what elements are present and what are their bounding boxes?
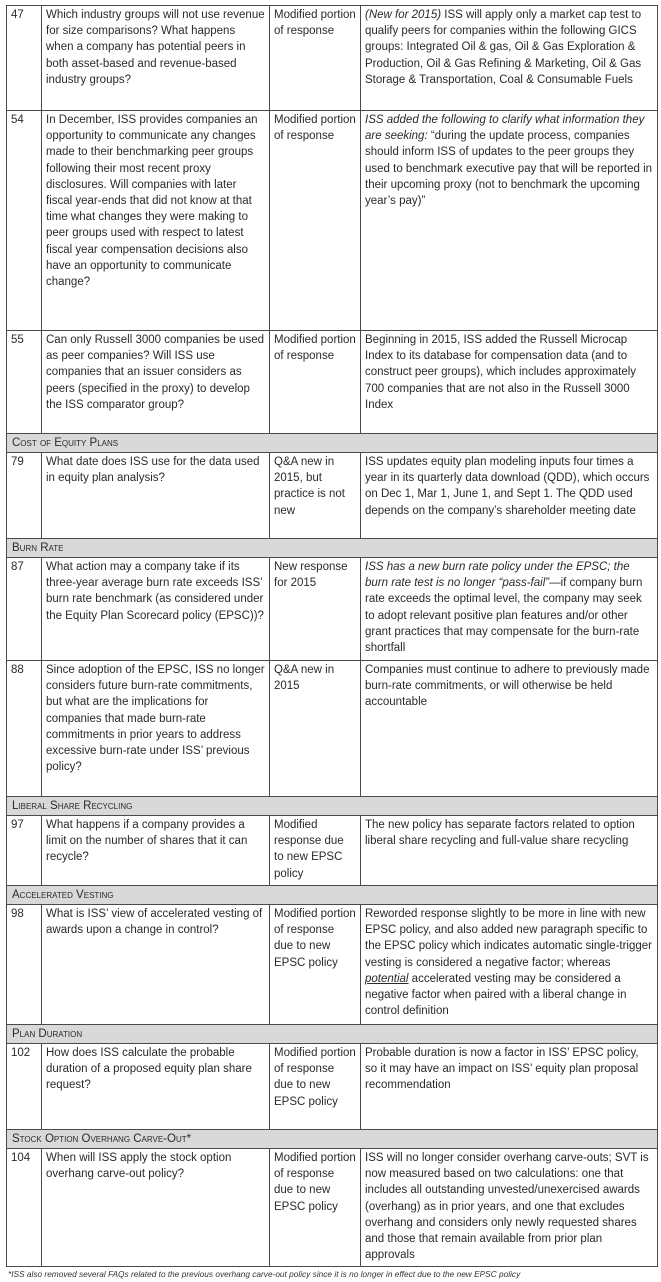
footnote: *ISS also removed several FAQs related to the previous overhang carve-out policy since it is no longer in effect due to the new EPSC policy [8,1269,521,1280]
faq-question: What action may a company take if its three-year average burn rate exceeds ISS’ burn rate benchmark (as considered under the Equity Plan Scorecard policy (EPSC))? [42,558,270,661]
faq-change-description [361,816,658,886]
faq-question: Can only Russell 3000 companies be used as peer companies? Will ISS use companies that an issuer considers as peers (specified in the proxy) to develop the ISS comparator group? [42,331,270,434]
section-header-row [7,434,658,453]
description-text: “during the update process, companies should inform ISS of updates to the peer groups they used to benchmark executive pay that will be reported in their upcoming proxy (not to benchmark the upcoming year’s pay)” [365,130,653,208]
description-text: Companies must continue to adhere to previously made burn-rate commitments, or will otherwise be held accountable [365,664,650,709]
faq-change-description [361,661,658,797]
faq-row [7,905,658,1025]
faq-number: 98 [7,905,42,1025]
faq-question: In December, ISS provides companies an opportunity to communicate any changes made to their benchmarking peer groups following their most recent proxy disclosures. Will companies with later fiscal year-ends that did not know at that time what changes they were making to peer groups used with respect to latest fiscal year compensation decisions also have an opportunity to communicate change? [42,111,270,331]
faq-number: 97 [7,816,42,886]
faq-row [7,1149,658,1267]
description-emphasis: (New for 2015) [365,9,442,21]
faq-question: Which industry groups will not use revenue for size comparisons? What happens when a company has potential peers in both asset-based and revenue-based industry groups? [42,6,270,111]
description-text: ISS updates equity plan modeling inputs four times a year in its quarterly data download (QDD), which occurs on Dec 1, Mar 1, June 1, and Sept 1. The QDD used depends on the company’s shareholder meeting date [365,456,650,517]
faq-change-description [361,558,658,661]
description-text: Reworded response slightly to be more in line with new EPSC policy, and also added new paragraph specific to the EPSC policy which indicates automatic single-trigger vesting is considered a negative factor; whereas [365,908,652,969]
faq-question: What happens if a company provides a limit on the number of shares that it can recycle? [42,816,270,886]
faq-row [7,661,658,797]
faq-changes-table [6,5,658,1267]
faq-change-status: Modified portion of response [270,6,361,111]
faq-question: What date does ISS use for the data used in equity plan analysis? [42,453,270,539]
section-title: Liberal Share Recycling [7,797,658,816]
faq-change-status: Modified portion of response due to new EPSC policy [270,905,361,1025]
faq-changes-document [6,5,657,1280]
section-title: Plan Duration [7,1025,658,1044]
faq-change-description [361,905,658,1025]
faq-change-status: Modified response due to new EPSC policy [270,816,361,886]
faq-change-description [361,6,658,111]
faq-change-status: Modified portion of response due to new EPSC policy [270,1149,361,1267]
faq-question: When will ISS apply the stock option overhang carve-out policy? [42,1149,270,1267]
faq-change-status: Modified portion of response [270,331,361,434]
faq-change-status: Q&A new in 2015, but practice is not new [270,453,361,539]
faq-change-status: New response for 2015 [270,558,361,661]
section-header-row [7,886,658,905]
faq-question: How does ISS calculate the probable duration of a proposed equity plan share request? [42,1044,270,1130]
description-text: —if company burn rate exceeds the optimal level, the company may seek to adopt relevant positive plan features and/or other grant practices that may compensate for the burn-rate shortfall [365,577,643,655]
faq-number: 102 [7,1044,42,1130]
faq-row [7,331,658,434]
description-text: ISS will apply only a market cap test to qualify peers for companies within the following GICS groups: Integrated Oil & gas, Oil & Gas Exploration & Production, Oil & Gas Refining & Marketing, Oil & Gas Storage & Transportation, Coal & Consumable Fuels [365,9,642,86]
faq-row [7,1044,658,1130]
description-text: Probable duration is now a factor in ISS’ EPSC policy, so it may have an impact on ISS’ equity plan proposal recommendation [365,1047,639,1092]
faq-change-status: Q&A new in 2015 [270,661,361,797]
faq-question: Since adoption of the EPSC, ISS no longer considers future burn-rate commitments, but what are the implications for companies that made burn-rate commitments in prior years to address excessive burn-rate under ISS’ previous policy? [42,661,270,797]
faq-row [7,816,658,886]
description-emphasis: ISS added the following to clarify what information they are seeking: [365,114,645,143]
faq-number: 54 [7,111,42,331]
description-text: The new policy has separate factors related to option liberal share recycling and full-value share recycling [365,819,635,848]
description-underlined-word: potential [365,972,409,985]
section-title: Burn Rate [7,539,658,558]
faq-row [7,111,658,331]
faq-change-description [361,1149,658,1267]
faq-row [7,453,658,539]
description-text: accelerated vesting may be considered a negative factor when paired with a liberal change in control definition [365,972,627,1018]
faq-row [7,558,658,661]
description-text: Beginning in 2015, ISS added the Russell Microcap Index to its database for compensation data (and to construct peer groups), which includes approximately 700 companies that are not also in the Russell 3000 Index [365,334,637,411]
faq-number: 47 [7,6,42,111]
faq-change-description [361,1044,658,1130]
section-header-row [7,1130,658,1149]
faq-change-description [361,453,658,539]
faq-change-status: Modified portion of response [270,111,361,331]
faq-number: 87 [7,558,42,661]
section-header-row [7,797,658,816]
section-header-row [7,1025,658,1044]
faq-number: 88 [7,661,42,797]
faq-number: 55 [7,331,42,434]
faq-change-description [361,111,658,331]
section-title: Stock Option Overhang Carve-Out* [7,1130,658,1149]
faq-number: 104 [7,1149,42,1267]
faq-number: 79 [7,453,42,539]
section-header-row [7,539,658,558]
faq-change-description [361,331,658,434]
description-emphasis: ISS has a new burn rate policy under the EPSC; the burn rate test is no longer “pass-fail” [365,561,630,590]
description-text: ISS will no longer consider overhang carve-outs; SVT is now measured based on two calculations: one that includes all outstanding unvested/unexercised awards (overhang) as in prior years, and one that excludes overhang and considers only newly requested shares and those that remain available from prior plan approvals [365,1152,649,1262]
faq-question: What is ISS’ view of accelerated vesting of awards upon a change in control? [42,905,270,1025]
section-title: Cost of Equity Plans [7,434,658,453]
faq-change-status: Modified portion of response due to new EPSC policy [270,1044,361,1130]
section-title: Accelerated Vesting [7,886,658,905]
faq-row [7,6,658,111]
